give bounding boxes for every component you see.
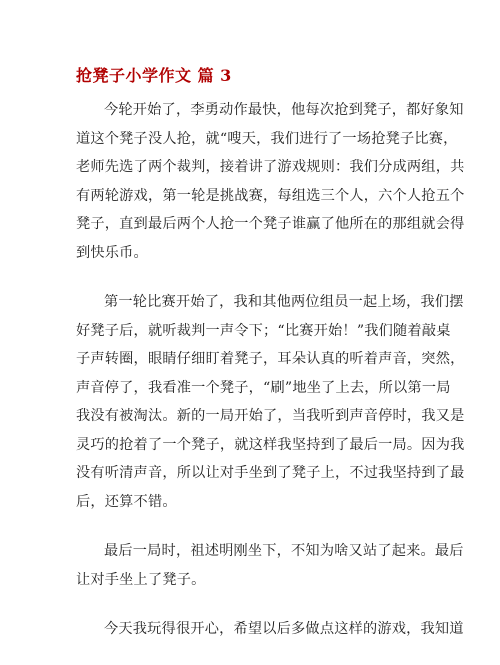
text-line: 凳子，直到最后两个人抢一个凳子谁赢了他所在的那组就会得 [76, 216, 465, 232]
text-line: 最后一局时，祖述明刚坐下，不知为啥又站了起来。最后 [104, 543, 464, 559]
text-line: 道这个凳子没人抢，就“嗖天，我们进行了一场抢凳子比赛， [76, 130, 458, 147]
text-line: 后，还算不错。 [76, 493, 177, 510]
paragraph-1 [76, 96, 465, 267]
paragraph-3 [76, 537, 464, 594]
essay-body [76, 96, 465, 665]
text-line: 我没有被淘汰。新的一局开始了，当我听到声音停时，我又是 [76, 408, 465, 424]
text-line: 声音停了，我看准一个凳子，“刷”地坐了上去，所以第一局 [76, 379, 451, 396]
page-title: 抢凳子小学作文 篇 3 [76, 66, 232, 85]
text-line: 今天我玩得很开心，希望以后多做点这样的游戏，我知道 [104, 621, 464, 637]
text-line: 让对手坐上了凳子。 [76, 571, 206, 588]
text-line: 好凳子后，就听裁判一声令下；“比赛开始！”我们随着敲桌 [76, 322, 451, 339]
text-line: 灵巧的抢着了一个凳子，就这样我坚持到了最后一局。因为我 [76, 436, 465, 453]
text-line: 到快乐币。 [76, 244, 148, 261]
text-line: 子声转圈，眼睛仔细盯着凳子，耳朵认真的听着声音，突然， [76, 351, 465, 367]
text-line: 老师先选了两个裁判，接着讲了游戏规则：我们分成两组，共 [76, 159, 465, 175]
paragraph-4 [76, 615, 464, 644]
text-line: 有两轮游戏，第一轮是挑战赛，每组选三个人，六个人抢五个 [76, 187, 465, 204]
paragraph-2 [76, 288, 465, 516]
text-line: 没有听清声音，所以让对手坐到了凳子上，不过我坚持到了最 [76, 465, 465, 481]
text-line: 第一轮比赛开始了，我和其他两位组员一起上场，我们摆 [104, 294, 464, 310]
text-line: 今轮开始了，李勇动作最快，他每次抢到凳子，都好象知 [104, 102, 464, 118]
